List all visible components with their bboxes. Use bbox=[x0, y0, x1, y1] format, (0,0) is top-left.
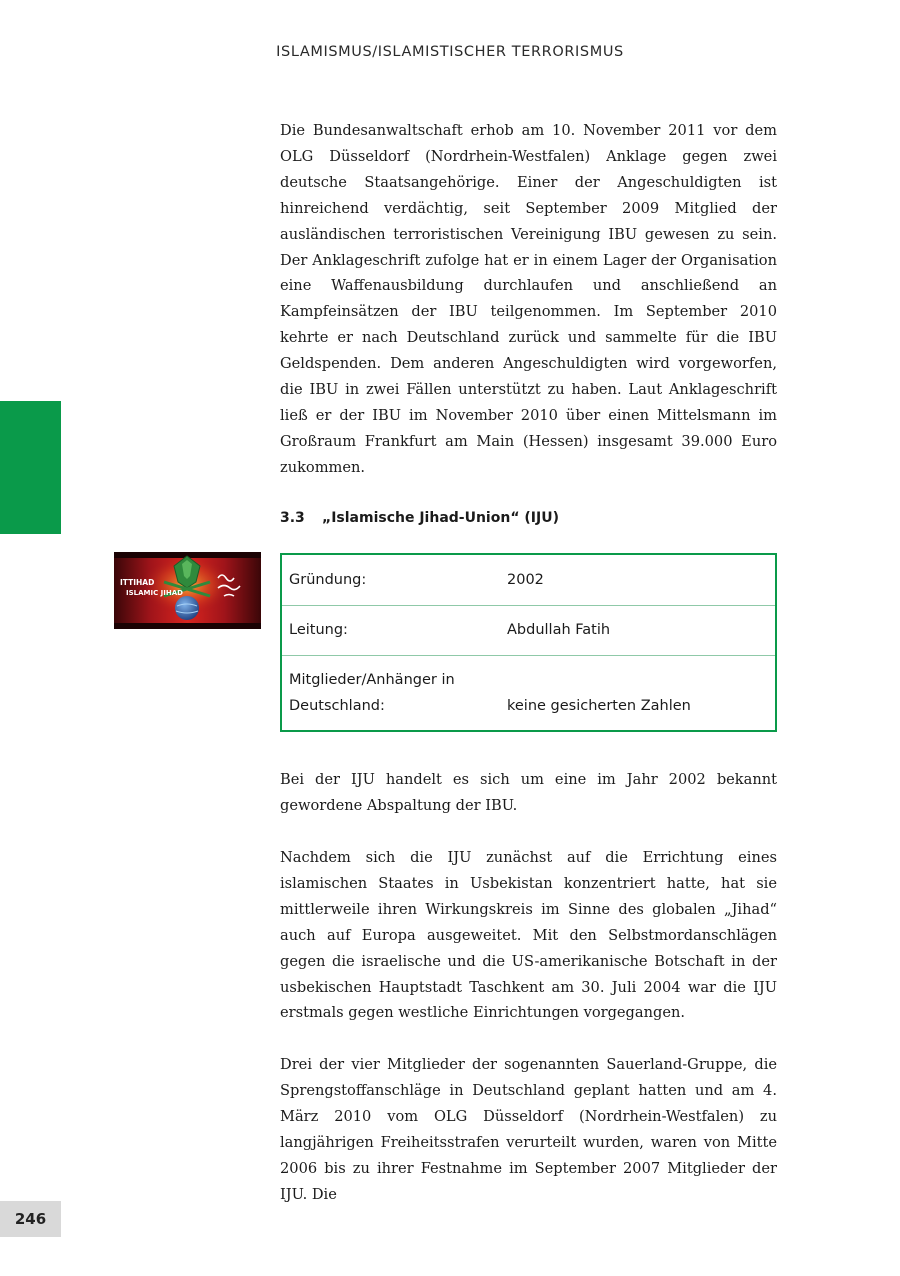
section-title: „Islamische Jihad-Union“ (IJU) bbox=[322, 510, 559, 526]
svg-text:ISLAMIC JIHAD: ISLAMIC JIHAD bbox=[126, 589, 183, 597]
section-number: 3.3 bbox=[280, 510, 305, 526]
paragraph-ibu-indictment: Die Bundesanwaltschaft erhob am 10. November 2011 vor dem OLG Düsseldorf (Nordrhein-Westfalen) Anklage gegen zwei deutsche Staatsangehörige. Einer der Angeschuldigten ist hinreichend verdächtig, seit September 2009 Mitglied der ausländischen terroristischen Vereinigung IBU gewesen zu sein. Der Anklageschrift zufolge hat er in einem Lager der Organisation eine Waffenausbildung durchlaufen und anschließend an Kampfeinsätzen der IBU teilgenommen. Im September 2010 kehrte er nach Deutschland zurück und sammelte für die IBU Geldspenden. Dem anderen Angeschuldigten wird vorgeworfen, die IBU in zwei Fällen unterstützt zu haben. Laut Anklageschrift ließ er der IBU im November 2010 über einen Mittelsmann im Großraum Frankfurt am Main (Hessen) insgesamt 39.000 Euro zukommen. bbox=[280, 122, 777, 476]
facts-box bbox=[280, 553, 777, 732]
section-heading bbox=[280, 510, 559, 526]
paragraph-iju-origin: Bei der IJU handelt es sich um eine im Jahr 2002 bekannt gewordene Abspaltung der IBU. bbox=[280, 771, 777, 814]
page-number: 246 bbox=[14, 1210, 47, 1228]
fact-label: Mitglieder/Anhänger in Deutschland: bbox=[289, 672, 455, 714]
fact-row-members bbox=[282, 656, 775, 730]
fact-value: Abdullah Fatih bbox=[507, 622, 611, 638]
fact-label: Gründung: bbox=[289, 572, 367, 588]
paragraph-sauerland-group: Drei der vier Mitglieder der sogenannten Sauerland-Gruppe, die Sprengstoffanschläge in Deutschland geplant hatten und am 4. März 2010 vom OLG Düsseldorf (Nordrhein-Westfalen) zu langjährigen Freiheitsstrafen verurteilt wurden, waren von Mitte 2006 bis zu ihrer Festnahme im September 2007 Mitglieder der IJU. Die bbox=[280, 1056, 777, 1203]
chapter-tab-marker bbox=[0, 401, 61, 534]
svg-text:ITTIHAD: ITTIHAD bbox=[120, 578, 155, 587]
fact-label: Leitung: bbox=[289, 622, 348, 638]
fact-row-founding bbox=[282, 555, 775, 606]
fact-value: keine gesicherten Zahlen bbox=[507, 698, 691, 714]
iju-logo-icon bbox=[114, 552, 261, 629]
paragraph-iju-expansion: Nachdem sich die IJU zunächst auf die Errichtung eines islamischen Staates in Usbekistan konzentriert hatte, hat sie mittlerweile ihren Wirkungskreis im Sinne des globalen „Jihad“ auch auf Europa ausgeweitet. Mit den Selbstmordanschlägen gegen die israelische und die US-amerikanische Botschaft in der usbekischen Hauptstadt Taschkent am 30. Juli 2004 war die IJU erstmals gegen westliche Einrichtungen vorgegangen. bbox=[280, 849, 777, 1022]
fact-row-leadership bbox=[282, 606, 775, 656]
running-header: ISLAMISMUS/ISLAMISTISCHER TERRORISMUS bbox=[276, 44, 624, 60]
fact-value: 2002 bbox=[507, 572, 544, 588]
